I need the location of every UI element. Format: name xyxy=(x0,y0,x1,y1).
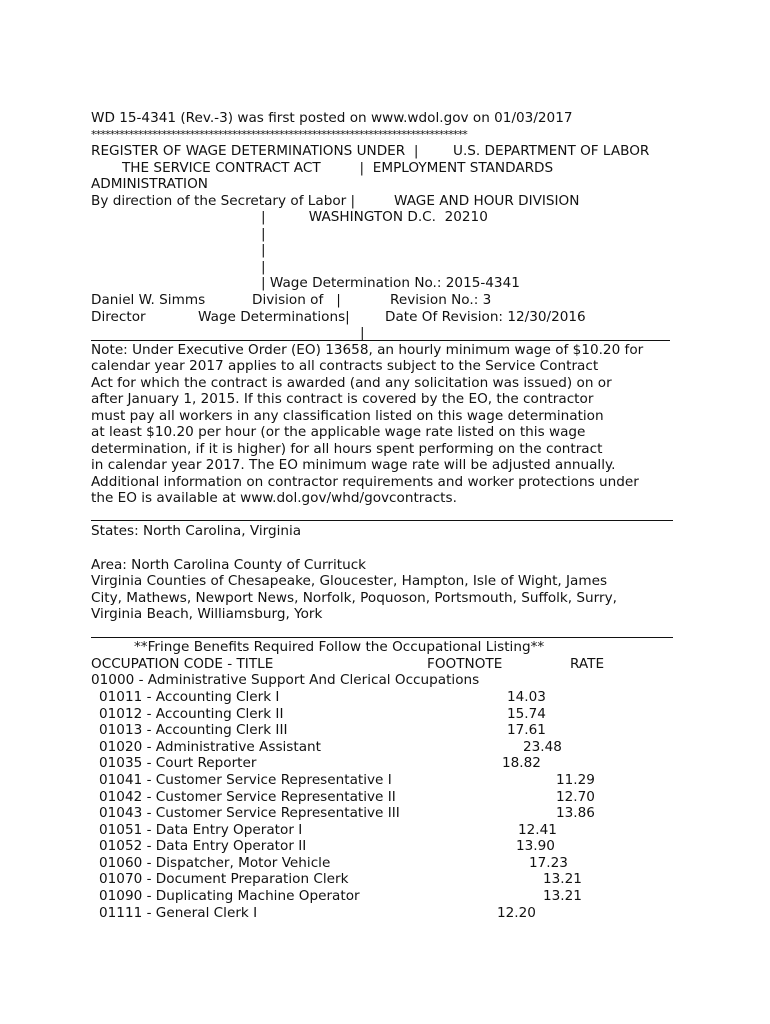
occupation-title: 01070 - Document Preparation Clerk xyxy=(99,871,349,887)
occupation-rate: 14.03 xyxy=(507,689,546,705)
divider xyxy=(91,340,670,341)
note-line: determination, if it is higher) for all hours spent performing on the contract xyxy=(91,441,603,457)
note-line: at least $10.20 per hour (or the applicable wage rate listed on this wage xyxy=(91,424,586,440)
occupation-title: 01035 - Court Reporter xyxy=(99,755,257,771)
occupation-rate: 15.74 xyxy=(507,706,546,722)
asterisk-rule: ******************************************************************************** xyxy=(91,128,468,141)
occupation-rate: 17.61 xyxy=(507,722,546,738)
occupation-title: 01043 - Customer Service Representative III xyxy=(99,805,400,821)
fringe-note: **Fringe Benefits Required Follow the Occupational Listing** xyxy=(134,639,545,655)
washington-line: | WASHINGTON D.C. 20210 xyxy=(261,209,488,225)
occupation-title: 01041 - Customer Service Representative I xyxy=(99,772,392,788)
occupation-rate: 13.90 xyxy=(516,838,555,854)
column-header-rate: RATE xyxy=(570,656,605,672)
sca-line: THE SERVICE CONTRACT ACT | EMPLOYMENT STANDARDS xyxy=(122,160,554,176)
occupation-title: 01051 - Data Entry Operator I xyxy=(99,822,303,838)
note-line: Additional information on contractor requirements and worker protections under xyxy=(91,474,639,490)
occupation-rate: 12.41 xyxy=(518,822,557,838)
signer-title: Director xyxy=(91,309,146,325)
column-header-code-title: OCCUPATION CODE - TITLE xyxy=(91,656,274,672)
signer-division: Division of | xyxy=(252,292,341,308)
note-line: calendar year 2017 applies to all contracts subject to the Service Contract xyxy=(91,358,599,374)
revision-number: Revision No.: 3 xyxy=(390,292,492,308)
area-line: Area: North Carolina County of Currituck xyxy=(91,557,367,573)
pipe-spacer: | xyxy=(261,259,266,275)
note-line: must pay all workers in any classification listed on this wage determination xyxy=(91,408,604,424)
occupation-rate: 18.82 xyxy=(502,755,541,771)
area-line: Virginia Beach, Williamsburg, York xyxy=(91,606,323,622)
occupation-group: 01000 - Administrative Support And Clerical Occupations xyxy=(91,672,480,688)
occupation-rate: 23.48 xyxy=(523,739,562,755)
administration-line: ADMINISTRATION xyxy=(91,176,208,192)
occupation-title: 01011 - Accounting Clerk I xyxy=(99,689,280,705)
area-line: Virginia Counties of Chesapeake, Gloucester, Hampton, Isle of Wight, James xyxy=(91,573,608,589)
posted-line: WD 15-4341 (Rev.-3) was first posted on www.wdol.gov on 01/03/2017 xyxy=(91,110,573,126)
occupation-title: 01052 - Data Entry Operator II xyxy=(99,838,307,854)
pipe-spacer: | xyxy=(360,325,365,341)
note-line: the EO is available at www.dol.gov/whd/govcontracts. xyxy=(91,490,457,506)
occupation-rate: 12.70 xyxy=(556,789,595,805)
occupation-title: 01090 - Duplicating Machine Operator xyxy=(99,888,360,904)
signer-name: Daniel W. Simms xyxy=(91,292,206,308)
note-line: Note: Under Executive Order (EO) 13658, an hourly minimum wage of $10.20 for xyxy=(91,342,644,358)
area-line: City, Mathews, Newport News, Norfolk, Poquoson, Portsmouth, Suffolk, Surry, xyxy=(91,590,617,606)
note-line: after January 1, 2015. If this contract is covered by the EO, the contractor xyxy=(91,391,594,407)
occupation-rate: 13.86 xyxy=(556,805,595,821)
occupation-title: 01020 - Administrative Assistant xyxy=(99,739,321,755)
divider xyxy=(91,520,673,521)
states-line: States: North Carolina, Virginia xyxy=(91,523,302,539)
signer-office: Wage Determinations| xyxy=(198,309,350,325)
occupation-rate: 12.20 xyxy=(497,905,536,921)
divider xyxy=(91,637,673,638)
wage-determination-number: | Wage Determination No.: 2015-4341 xyxy=(261,275,520,291)
occupation-rate: 13.21 xyxy=(543,871,582,887)
note-line: Act for which the contract is awarded (and any solicitation was issued) on or xyxy=(91,375,612,391)
occupation-rate: 13.21 xyxy=(543,888,582,904)
column-header-footnote: FOOTNOTE xyxy=(427,656,503,672)
occupation-title: 01012 - Accounting Clerk II xyxy=(99,706,284,722)
occupation-title: 01060 - Dispatcher, Motor Vehicle xyxy=(99,855,331,871)
pipe-spacer: | xyxy=(261,242,266,258)
direction-line: By direction of the Secretary of Labor | WAGE AND HOUR DIVISION xyxy=(91,193,580,209)
register-line: REGISTER OF WAGE DETERMINATIONS UNDER | U.S. DEPARTMENT OF LABOR xyxy=(91,143,650,159)
occupation-title: 01013 - Accounting Clerk III xyxy=(99,722,288,738)
occupation-rate: 17.23 xyxy=(529,855,568,871)
occupation-rate: 11.29 xyxy=(556,772,595,788)
note-line: in calendar year 2017. The EO minimum wage rate will be adjusted annually. xyxy=(91,457,616,473)
occupation-title: 01111 - General Clerk I xyxy=(99,905,258,921)
occupation-title: 01042 - Customer Service Representative II xyxy=(99,789,396,805)
pipe-spacer: | xyxy=(261,226,266,242)
revision-date: Date Of Revision: 12/30/2016 xyxy=(385,309,586,325)
